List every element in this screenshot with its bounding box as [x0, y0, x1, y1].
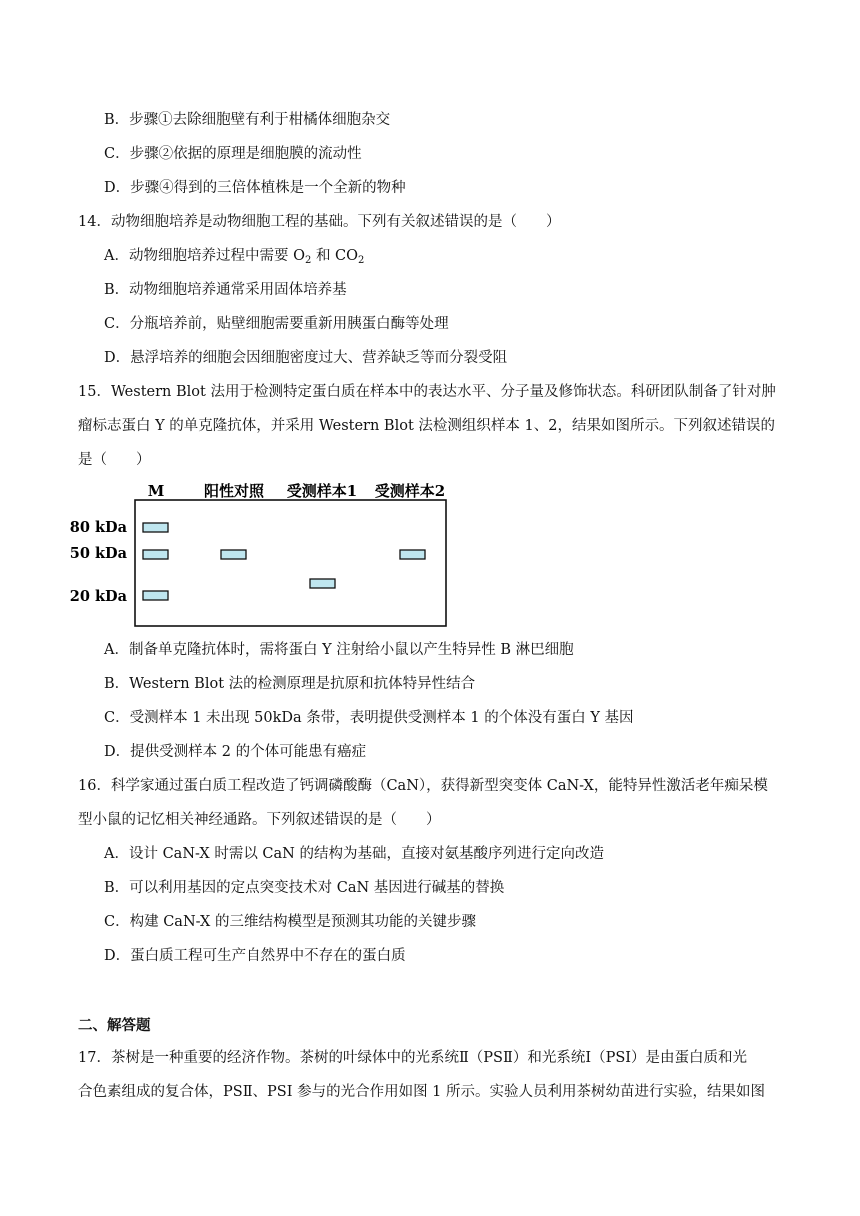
- q16-stem-line-2: 型小鼠的记忆相关神经通路。下列叙述错误的是（ ）: [78, 812, 441, 828]
- q17-line-1: 17．茶树是一种重要的经济作物。茶树的叶绿体中的光系统Ⅱ（PSⅡ）和光系统Ⅰ（PSI）是由蛋白质和光: [78, 1050, 747, 1066]
- q16-option-c: C．构建 CaN-X 的三维结构模型是预测其功能的关键步骤: [104, 914, 476, 930]
- q14-option-b: B．动物细胞培养通常采用固体培养基: [104, 282, 347, 298]
- q15-option-d: D．提供受测样本 2 的个体可能患有癌症: [104, 744, 367, 760]
- section-heading: 二、解答题: [78, 1018, 151, 1034]
- q15-stem-line-1: 15．Western Blot 法用于检测特定蛋白质在样本中的表达水平、分子量及修饰状态。科研团队制备了针对肿: [78, 384, 776, 400]
- lane-label-sample-1: 受测样本1: [286, 482, 358, 500]
- co2-subscript: 2: [358, 255, 365, 266]
- band-marker-80kda: [143, 523, 168, 532]
- band-marker-20kda: [143, 591, 168, 600]
- band-positive-control: [221, 550, 246, 559]
- lane-label-m: M: [147, 482, 165, 500]
- marker-label-20kda: 20 kDa: [69, 588, 127, 605]
- q16-option-d: D．蛋白质工程可生产自然界中不存在的蛋白质: [104, 948, 406, 964]
- q14-option-a: [104, 246, 364, 271]
- q15-stem-line-2: 瘤标志蛋白 Y 的单克隆抗体，并采用 Western Blot 法检测组织样本 1、2，结果如图所示。下列叙述错误的: [78, 418, 775, 434]
- gel-frame: [135, 500, 446, 626]
- lane-label-positive-control: 阳性对照: [203, 482, 265, 500]
- q14-option-c: C．分瓶培养前，贴壁细胞需要重新用胰蛋白酶等处理: [104, 316, 449, 332]
- q15-option-c: C．受测样本 1 未出现 50kDa 条带，表明提供受测样本 1 的个体没有蛋白 Y 基因: [104, 710, 634, 726]
- q16-option-b: B．可以利用基因的定点突变技术对 CaN 基因进行碱基的替换: [104, 880, 505, 896]
- band-sample-1: [310, 579, 335, 588]
- marker-label-50kda: 50 kDa: [69, 545, 127, 562]
- q16-option-a: A．设计 CaN-X 时需以 CaN 的结构为基础，直接对氨基酸序列进行定向改造: [104, 846, 604, 862]
- q14-option-a-mid: 和 CO: [311, 248, 359, 264]
- q15-option-a: A．制备单克隆抗体时，需将蛋白 Y 注射给小鼠以产生特异性 B 淋巴细胞: [104, 642, 574, 658]
- q16-stem-line-1: 16．科学家通过蛋白质工程改造了钙调磷酸酶（CaN），获得新型突变体 CaN-X，能特异性激活老年痴呆模: [78, 778, 768, 794]
- o2-subscript: 2: [304, 255, 312, 266]
- q13-option-b: B．步骤①去除细胞壁有利于柑橘体细胞杂交: [104, 112, 391, 128]
- marker-label-80kda: 80 kDa: [69, 519, 127, 536]
- q15-option-b: B．Western Blot 法的检测原理是抗原和抗体特异性结合: [104, 676, 476, 692]
- q13-option-c: C．步骤②依据的原理是细胞膜的流动性: [104, 146, 362, 162]
- q13-option-d: D．步骤④得到的三倍体植株是一个全新的物种: [104, 180, 406, 196]
- q14-option-d: D．悬浮培养的细胞会因细胞密度过大、营养缺乏等而分裂受阻: [104, 350, 508, 366]
- lane-label-sample-2: 受测样本2: [374, 482, 446, 500]
- q14-option-a-text: A．动物细胞培养过程中需要 O: [104, 248, 305, 264]
- q14-stem: 14．动物细胞培养是动物细胞工程的基础。下列有关叙述错误的是（ ）: [78, 214, 561, 230]
- band-marker-50kda: [143, 550, 168, 559]
- q15-stem-line-3: 是（ ）: [78, 452, 151, 468]
- q17-line-2: 合色素组成的复合体，PSⅡ、PSI 参与的光合作用如图 1 所示。实验人员利用茶树幼苗进行实验，结果如图: [78, 1084, 766, 1100]
- band-sample-2: [400, 550, 425, 559]
